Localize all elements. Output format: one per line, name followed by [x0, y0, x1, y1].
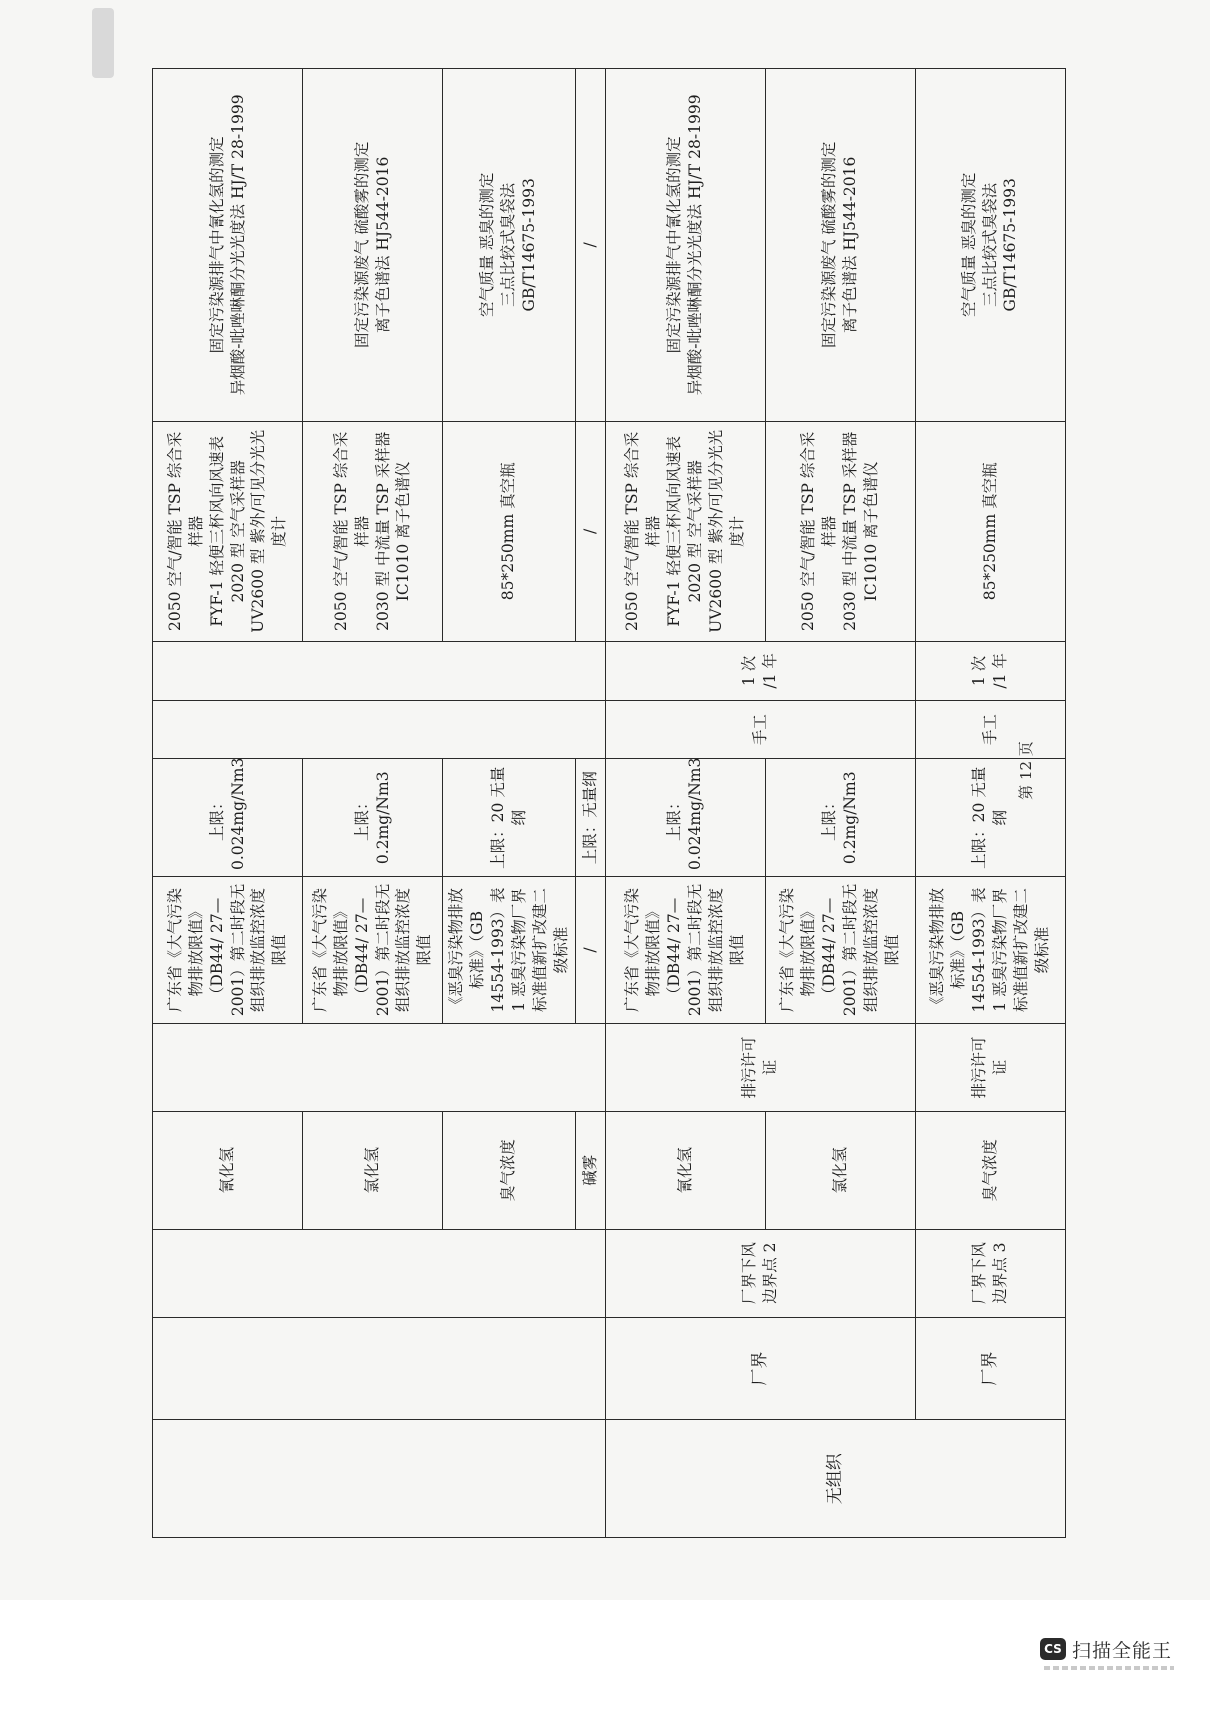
- table-row: [915, 69, 1065, 1538]
- logo-subline: [1044, 1666, 1174, 1670]
- cell-indicator: 氰化氢: [153, 1112, 303, 1230]
- cell-point-empty: [153, 1229, 606, 1317]
- cell-standard: /: [575, 877, 605, 1024]
- cell-category-empty: [153, 1420, 606, 1538]
- cell-limit: 上限： 0.024mg/Nm3: [153, 759, 303, 877]
- cell-type: 厂界: [915, 1317, 1065, 1420]
- cell-instrument: /: [575, 421, 605, 641]
- cell-limit: 上限： 0.2mg/Nm3: [765, 759, 915, 877]
- cell-point: 厂界下风边界点 2: [605, 1229, 915, 1317]
- cell-method: 固定污染源排气中氰化氢的测定 异烟酸-吡唑啉酮分光光度法 HJ/T 28-1999: [605, 69, 765, 422]
- cell-indicator: 氯化氢: [765, 1112, 915, 1230]
- cell-method: /: [575, 69, 605, 422]
- cell-indicator: 氰化氢: [605, 1112, 765, 1230]
- cell-instrument: 2050 空气/智能 TSP 综合采样器 2030 型 中流量 TSP 采样器 IC1010 离子色谱仪: [765, 421, 915, 641]
- monitoring-table: [152, 68, 1066, 1538]
- cell-mode-empty: [153, 700, 606, 759]
- cell-standard: 《恶臭污染物排放标准》（GB 14554-1993）表 1 恶臭污染物厂界标准值新扩改建二级标准: [443, 877, 576, 1024]
- cell-method: 空气质量 恶臭的测定 三点比较式臭袋法 GB/T14675-1993: [443, 69, 576, 422]
- cell-method: 固定污染源废气 硫酸雾的测定 离子色谱法 HJ544-2016: [303, 69, 443, 422]
- table-row: [153, 69, 303, 1538]
- page-number: 第 12 页: [1016, 741, 1035, 800]
- cell-indicator: 氯化氢: [303, 1112, 443, 1230]
- cell-standard: 广东省《大气污染物排放限值》（DB44/ 27—2001）第二时段无组织排放监控浓度限值: [605, 877, 765, 1024]
- cell-mode: 手工: [605, 700, 915, 759]
- cell-indicator: 碱雾: [575, 1112, 605, 1230]
- cell-instrument: 85*250mm 真空瓶: [915, 421, 1065, 641]
- cell-standard: 广东省《大气污染物排放限值》（DB44/ 27—2001）第二时段无组织排放监控浓度限值: [303, 877, 443, 1024]
- cell-standard: 广东省《大气污染物排放限值》（DB44/ 27—2001）第二时段无组织排放监控浓度限值: [765, 877, 915, 1024]
- cell-limit: 上限：20 无量纲: [915, 759, 1065, 877]
- cell-limit: 上限：无量纲: [575, 759, 605, 877]
- cell-method: 空气质量 恶臭的测定 三点比较式臭袋法 GB/T14675-1993: [915, 69, 1065, 422]
- cell-limit: 上限：20 无量纲: [443, 759, 576, 877]
- cell-frequency: 1 次 /1 年: [915, 641, 1065, 700]
- cell-indicator: 臭气浓度: [443, 1112, 576, 1230]
- table-row: [605, 69, 765, 1538]
- cell-basis: 排污许可证: [605, 1023, 915, 1111]
- scan-edge-mark: [92, 8, 114, 78]
- cell-point: 厂界下风边界点 3: [915, 1229, 1065, 1317]
- cell-category: 无组织: [605, 1420, 1065, 1538]
- cell-mode: 手工: [915, 700, 1065, 759]
- cell-instrument: 2050 空气/智能 TSP 综合采样器 2030 型 中流量 TSP 采样器 IC1010 离子色谱仪: [303, 421, 443, 641]
- cell-instrument: 2050 空气/智能 TSP 综合采样器 FYF-1 轻便三杯风向风速表 2020 型 空气采样器 UV2600 型 紫外/可见分光光度计: [605, 421, 765, 641]
- cell-frequency: 1 次 /1 年: [605, 641, 915, 700]
- cell-standard: 广东省《大气污染物排放限值》（DB44/ 27—2001）第二时段无组织排放监控浓度限值: [153, 877, 303, 1024]
- logo-text: 扫描全能王: [1072, 1640, 1173, 1662]
- rotated-monitoring-table: [152, 68, 1062, 1538]
- cell-indicator: 臭气浓度: [915, 1112, 1065, 1230]
- cell-type-empty: [153, 1317, 606, 1420]
- cell-method: 固定污染源排气中氰化氢的测定 异烟酸-吡唑啉酮分光光度法 HJ/T 28-1999: [153, 69, 303, 422]
- cell-limit: 上限： 0.024mg/Nm3: [605, 759, 765, 877]
- cell-basis: 排污许可证: [915, 1023, 1065, 1111]
- cell-method: 固定污染源废气 硫酸雾的测定 离子色谱法 HJ544-2016: [765, 69, 915, 422]
- scanner-watermark-logo: [1040, 1636, 1190, 1680]
- cell-type: 厂界: [605, 1317, 915, 1420]
- cell-instrument: 85*250mm 真空瓶: [443, 421, 576, 641]
- cell-standard: 《恶臭污染物排放标准》（GB 14554-1993）表 1 恶臭污染物厂界标准值新扩改建二级标准: [915, 877, 1065, 1024]
- cell-frequency-empty: [153, 641, 606, 700]
- cell-limit: 上限： 0.2mg/Nm3: [303, 759, 443, 877]
- camscanner-icon: CS: [1040, 1638, 1066, 1660]
- cell-instrument: 2050 空气/智能 TSP 综合采样器 FYF-1 轻便三杯风向风速表 2020 型 空气采样器 UV2600 型 紫外/可见分光光度计: [153, 421, 303, 641]
- cell-basis-empty: [153, 1023, 606, 1111]
